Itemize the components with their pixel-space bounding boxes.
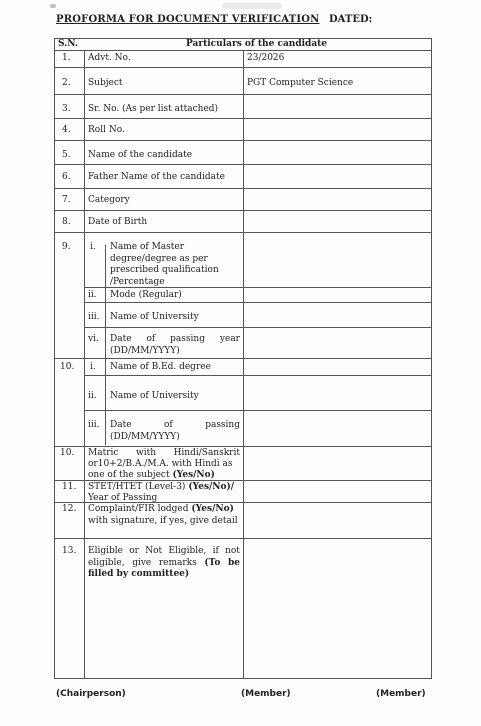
row-2-label: Subject: [88, 78, 123, 88]
row-10-i-sub: i.: [90, 362, 96, 372]
row-eligible-line2: eligible, give remarks (To be: [88, 557, 240, 568]
row-stet-line2: Year of Passing: [88, 493, 158, 503]
row-matric-line2: or10+2/B.A./M.A. with Hindi as: [88, 459, 233, 469]
row-10-iii-line1: Date of passing: [110, 420, 240, 430]
row-2-sn: 2.: [62, 78, 71, 88]
row-9-vi-line2: (DD/MM/YYYY): [110, 345, 180, 356]
row-eligible-sn: 13.: [62, 546, 77, 556]
col-divider-sub: [105, 245, 106, 445]
row-7-label: Category: [88, 195, 130, 205]
row-9-i-line4: /Percentage: [110, 276, 165, 287]
row-complaint-sn: 12.: [62, 504, 77, 514]
signature-chairperson: (Chairperson): [56, 689, 126, 699]
row-3-label: Sr. No. (As per list attached): [88, 104, 219, 114]
row-8-sn: 8.: [62, 217, 71, 227]
row-4-label: Roll No.: [88, 125, 125, 135]
row-9-i-line2: degree/degree as per: [110, 253, 208, 264]
row-3-sn: 3.: [62, 104, 71, 114]
col-divider-value: [243, 50, 244, 678]
row-matric-line3: one of the subject (Yes/No): [88, 470, 215, 480]
row-9-vi-line1: Date of passing year: [110, 334, 240, 344]
row-matric-line1: Matric with Hindi/Sanskrit: [88, 448, 240, 458]
page-title: PROFORMA FOR DOCUMENT VERIFICATION: [56, 14, 320, 25]
row-5-label: Name of the candidate: [88, 150, 193, 160]
row-matric-sn: 10.: [60, 448, 75, 458]
row-9-ii-label: Mode (Regular): [110, 290, 182, 300]
row-1-value: 23/2026: [247, 53, 285, 63]
row-stet-line1: STET/HTET (Level-3) (Yes/No)/: [88, 482, 235, 492]
signature-member-2: (Member): [376, 689, 426, 699]
row-10-ii-sub: ii.: [88, 391, 97, 401]
row-9-i-line3: prescribed qualification: [110, 265, 219, 275]
row-4-sn: 4.: [62, 125, 71, 135]
row-6-sn: 6.: [62, 172, 71, 182]
row-9-sn: 9.: [62, 242, 71, 252]
signature-member-1: (Member): [241, 689, 291, 699]
scan-smudge: [50, 4, 56, 8]
row-1-label: Advt. No.: [88, 53, 131, 63]
row-complaint-line1: Complaint/FIR lodged (Yes/No): [88, 504, 234, 514]
row-7-sn: 7.: [62, 195, 71, 205]
row-6-label: Father Name of the candidate: [88, 172, 225, 182]
row-5-sn: 5.: [62, 150, 71, 160]
header-particulars: Particulars of the candidate: [186, 39, 328, 49]
row-9-ii-sub: ii.: [88, 290, 97, 300]
row-eligible-line3: filled by committee): [88, 569, 190, 579]
row-10-iii-line2: (DD/MM/YYYY): [110, 431, 180, 442]
header-sn: S.N.: [58, 39, 79, 49]
row-2-value: PGT Computer Science: [247, 78, 354, 88]
row-9-i-line1: Name of Master: [110, 242, 185, 252]
row-9-iii-label: Name of University: [110, 312, 199, 322]
bleed-through-mark: [222, 3, 282, 9]
row-10-iii-sub: iii.: [88, 420, 100, 430]
verification-table: [54, 38, 432, 678]
row-10-sn: 10.: [60, 362, 75, 372]
row-1-sn: 1.: [62, 53, 71, 63]
row-eligible-line1: Eligible or Not Eligible, if not: [88, 546, 240, 556]
col-divider-sn: [84, 50, 85, 678]
row-9-i-sub: i.: [90, 242, 96, 252]
row-complaint-line2: with signature, if yes, give detail: [88, 515, 238, 526]
dated-label: DATED:: [329, 14, 373, 25]
row-stet-sn: 11.: [62, 482, 77, 492]
row-8-label: Date of Birth: [88, 217, 148, 227]
row-9-iii-sub: iii.: [88, 312, 100, 322]
row-10-i-label: Name of B.Ed. degree: [110, 362, 211, 372]
row-9-vi-sub: vi.: [88, 334, 99, 344]
row-10-ii-label: Name of University: [110, 391, 199, 401]
